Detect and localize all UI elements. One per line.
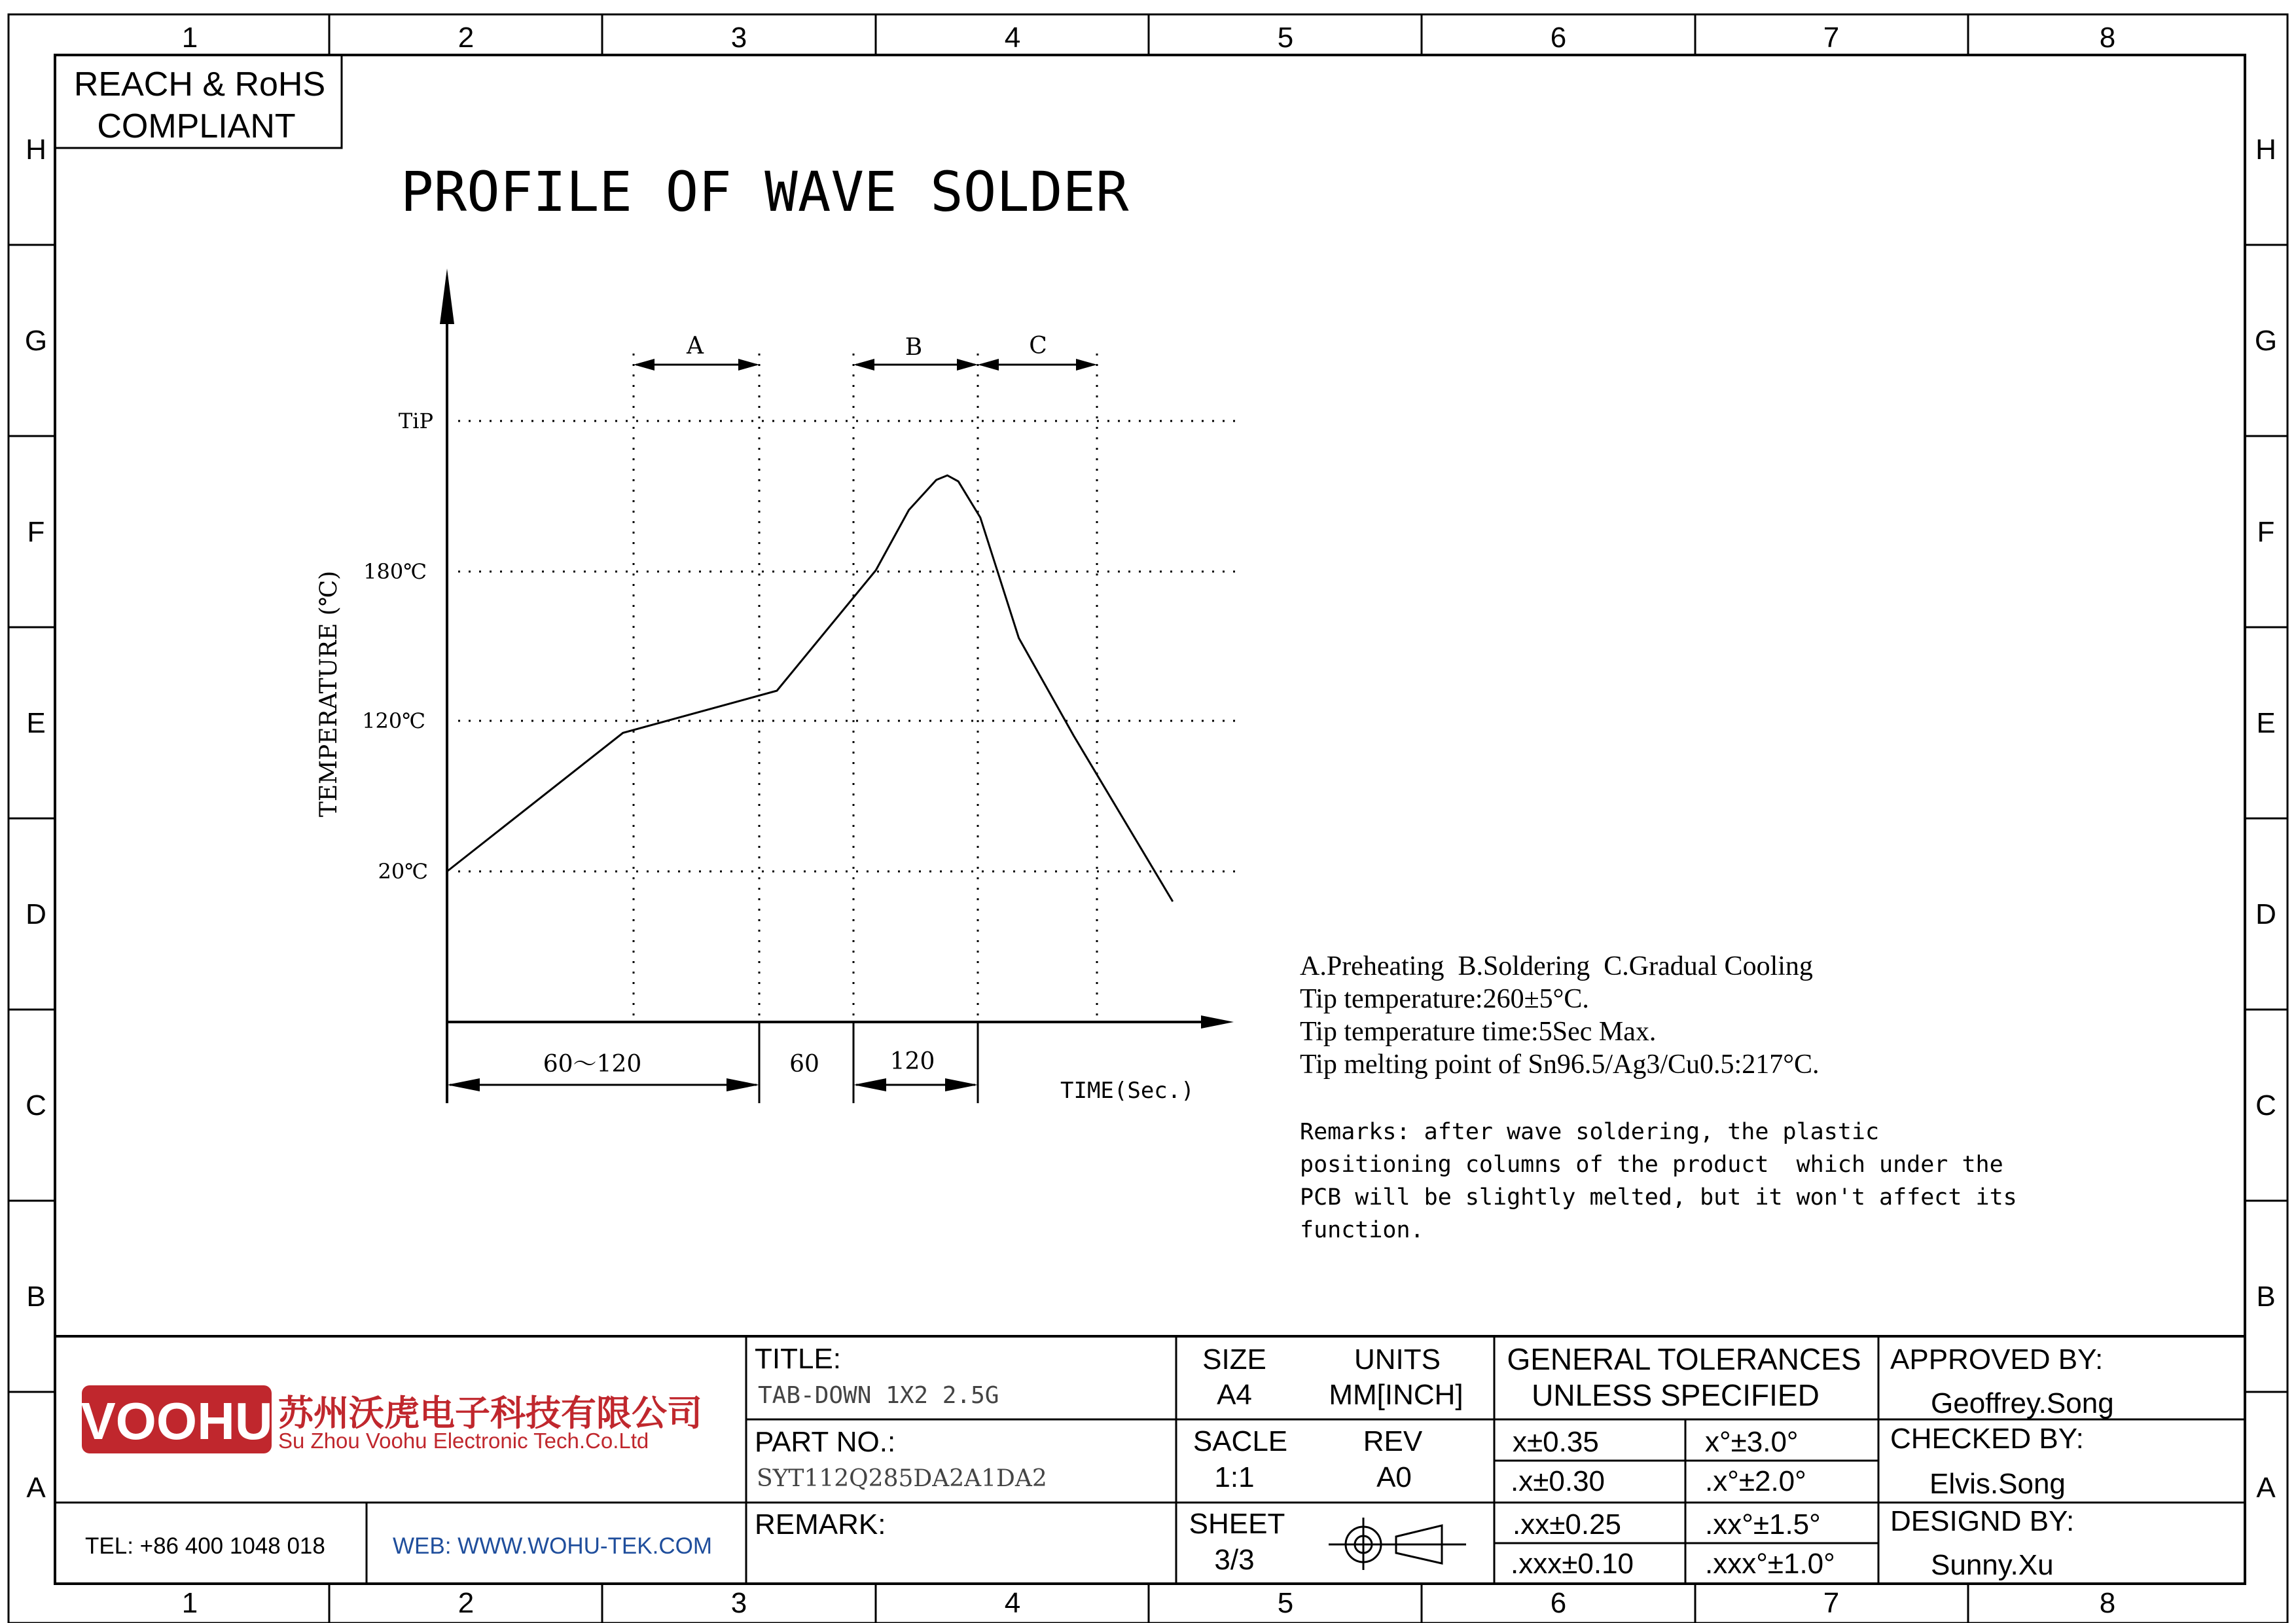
sheet-frame (9, 14, 2287, 1623)
x-axis-label: TIME(Sec.) (1060, 1078, 1194, 1104)
checked-by-value: Elvis.Song (1929, 1468, 2066, 1500)
zone-col-label-bottom: 6 (1550, 1587, 1567, 1619)
tolerance-angular: .xxx°±1.0° (1705, 1548, 1835, 1580)
zone-col-label-bottom: 8 (2099, 1587, 2116, 1619)
units-value: MM[INCH] (1329, 1379, 1463, 1411)
zone-col-label-bottom: 7 (1823, 1587, 1840, 1619)
note-line: Tip temperature:260±5°C. (1300, 984, 1589, 1014)
zone-row-label-right: A (2256, 1472, 2276, 1504)
zone-col-label-top: 8 (2099, 22, 2116, 54)
compliance-line-1: REACH & RoHS (73, 65, 326, 103)
y-tick-label: TiP (398, 409, 433, 433)
zone-col-label-top: 7 (1823, 22, 1840, 54)
tolerance-angular: .xx°±1.5° (1705, 1508, 1821, 1541)
zone-col-label-bottom: 1 (181, 1587, 198, 1619)
remark-line: function. (1300, 1217, 1424, 1243)
zone-row-label-left: C (26, 1089, 46, 1122)
wave-solder-profile-chart (315, 268, 1237, 1104)
zone-row-label-right: F (2257, 516, 2275, 548)
y-tick-label: 180℃ (363, 559, 427, 584)
zone-col-label-top: 4 (1004, 22, 1021, 54)
zone-row-label-right: B (2256, 1281, 2276, 1313)
compliance-line-2: COMPLIANT (97, 107, 296, 145)
chart-gridlines (458, 354, 1237, 1021)
zone-row-label-right: D (2255, 898, 2276, 930)
zone-row-label-left: F (27, 516, 45, 548)
tolerance-linear: .xx±0.25 (1513, 1508, 1622, 1541)
zone-col-label-top: 6 (1550, 22, 1567, 54)
title-label: TITLE: (755, 1343, 842, 1375)
remark-line: Remarks: after wave soldering, the plastic (1300, 1119, 1880, 1145)
tolerance-angular: .x°±2.0° (1705, 1465, 1806, 1497)
zone-row-dividers (9, 245, 2287, 1392)
size-label: SIZE (1202, 1343, 1266, 1376)
checked-by-label: CHECKED BY: (1890, 1423, 2084, 1455)
company-name-cn: 苏州沃虎电子科技有限公司 (278, 1394, 702, 1433)
tolerance-linear: x±0.35 (1513, 1426, 1599, 1458)
logo-wordmark: VOOHU (81, 1392, 273, 1450)
y-tick-label: 120℃ (362, 708, 425, 733)
y-axis-arrow-icon (440, 268, 454, 324)
process-notes (1300, 951, 1820, 1080)
sheet-label: SHEET (1189, 1508, 1285, 1540)
title-block (55, 1336, 2245, 1584)
time-dim-label: 60 (789, 1051, 819, 1078)
zone-col-label-bottom: 2 (457, 1587, 475, 1619)
projection-symbol-icon (1329, 1518, 1466, 1570)
note-line: A.Preheating B.Soldering C.Gradual Cooling (1300, 951, 1813, 981)
tolerance-linear: .x±0.30 (1511, 1465, 1605, 1497)
zone-markers (634, 359, 1097, 371)
designed-by-label: DESIGND BY: (1890, 1505, 2075, 1537)
rev-value: A0 (1376, 1461, 1412, 1493)
zone-row-label-left: E (26, 707, 46, 739)
note-line: Tip melting point of Sn96.5/Ag3/Cu0.5:217°C. (1300, 1049, 1820, 1080)
zone-row-label-right: G (2254, 325, 2278, 357)
company-web: WEB: WWW.WOHU-TEK.COM (393, 1533, 712, 1559)
designed-by-value: Sunny.Xu (1931, 1549, 2054, 1581)
zone-col-label-top: 1 (181, 22, 198, 54)
part-no-value: SYT112Q285DA2A1DA2 (757, 1465, 1047, 1492)
drawing-title: PROFILE OF WAVE SOLDER (401, 160, 1129, 224)
time-dim-label: 120 (889, 1048, 935, 1075)
scale-value: 1:1 (1214, 1461, 1255, 1493)
approved-by-label: APPROVED BY: (1890, 1343, 2104, 1376)
zone-col-label-bottom: 5 (1277, 1587, 1294, 1619)
zone-row-label-right: E (2256, 707, 2276, 739)
zone-row-label-left: D (26, 898, 46, 930)
zone-label-b: B (905, 334, 923, 361)
rev-label: REV (1363, 1425, 1423, 1457)
note-line: Tip temperature time:5Sec Max. (1300, 1017, 1657, 1047)
x-axis-arrow-icon (1201, 1015, 1234, 1029)
zone-label-a: A (687, 333, 704, 359)
zone-label-c: C (1029, 333, 1047, 359)
zone-row-label-left: B (26, 1281, 46, 1313)
compliance-box (55, 55, 342, 148)
company-tel: TEL: +86 400 1048 018 (85, 1533, 325, 1559)
zone-col-label-top: 5 (1277, 22, 1294, 54)
zone-col-label-bottom: 4 (1004, 1587, 1021, 1619)
size-value: A4 (1217, 1379, 1252, 1411)
zone-col-label-top: 3 (730, 22, 747, 54)
zone-row-label-right: C (2255, 1089, 2276, 1122)
tolerance-title-2: UNLESS SPECIFIED (1532, 1378, 1820, 1412)
zone-row-label-right: H (2255, 134, 2276, 166)
y-axis-label: TEMPERATURE (℃) (315, 570, 342, 818)
remark-label: REMARK: (755, 1508, 886, 1541)
remark-line: positioning columns of the product which under the (1300, 1152, 2003, 1178)
remarks-notes (1300, 1119, 2017, 1243)
zone-col-label-bottom: 3 (730, 1587, 747, 1619)
remark-line: PCB will be slightly melted, but it won't affect its (1300, 1184, 2017, 1211)
part-no-label: PART NO.: (755, 1426, 896, 1458)
company-name-en: Su Zhou Voohu Electronic Tech.Co.Ltd (278, 1429, 649, 1453)
y-tick-label: 20℃ (378, 859, 428, 884)
sheet-value: 3/3 (1214, 1544, 1255, 1576)
approved-by-value: Geoffrey.Song (1931, 1387, 2114, 1419)
company-logo (81, 1385, 702, 1453)
zone-col-label-top: 2 (457, 22, 475, 54)
tolerance-title-1: GENERAL TOLERANCES (1507, 1342, 1861, 1376)
chart-axes (440, 268, 1234, 1103)
zone-row-label-left: H (26, 134, 46, 166)
zone-row-label-left: G (24, 325, 48, 357)
zone-row-label-left: A (26, 1472, 46, 1504)
tolerance-linear: .xxx±0.10 (1511, 1548, 1634, 1580)
tolerance-angular: x°±3.0° (1705, 1426, 1799, 1458)
units-label: UNITS (1354, 1343, 1441, 1376)
temperature-profile-line (447, 475, 1173, 902)
scale-label: SACLE (1193, 1425, 1288, 1457)
title-value: TAB-DOWN 1X2 2.5G (758, 1382, 999, 1409)
time-dim-label: 60～120 (543, 1051, 642, 1078)
